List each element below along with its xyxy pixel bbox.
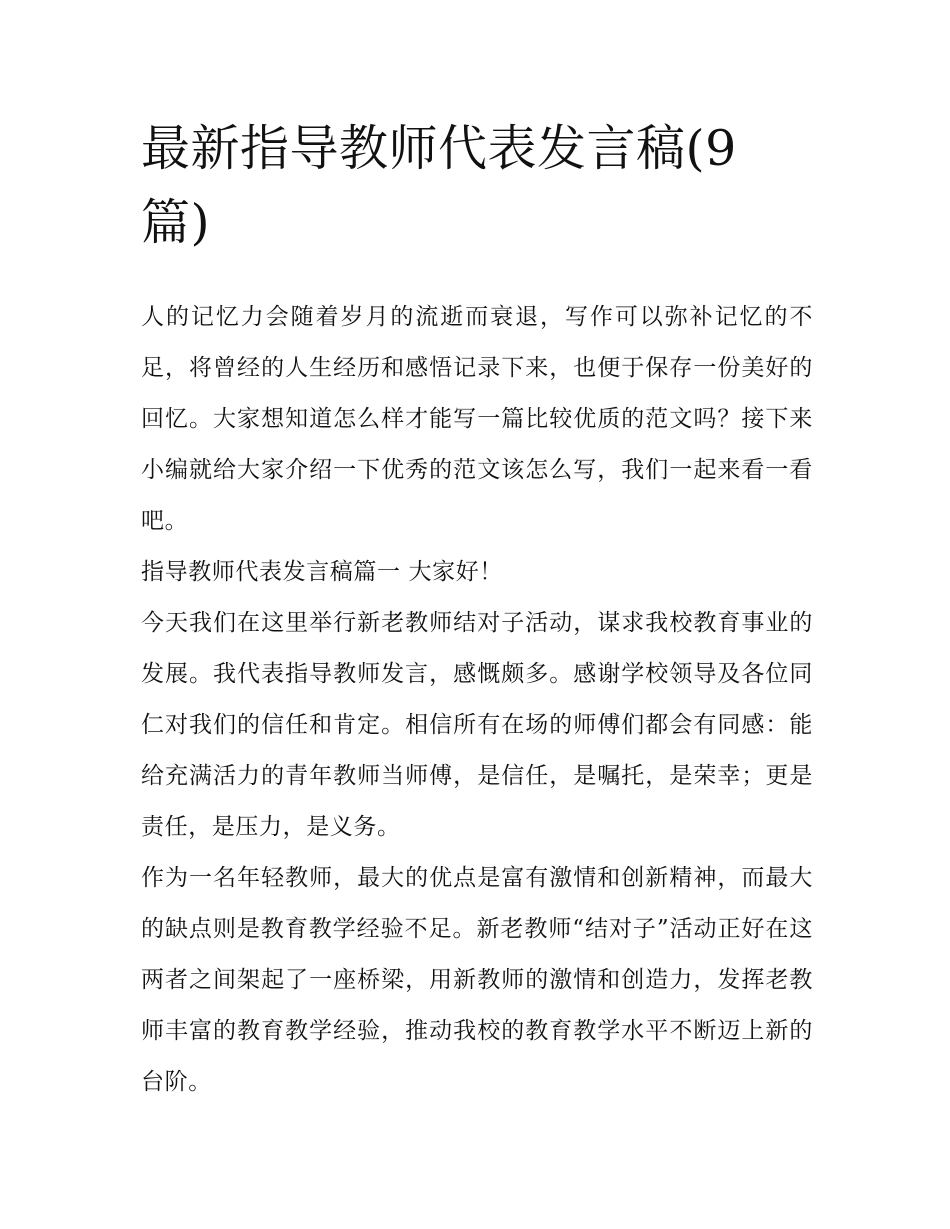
paragraph-heading-greeting: 指导教师代表发言稿篇一 大家好！ bbox=[141, 559, 503, 585]
document-body bbox=[141, 292, 813, 1108]
document-title: 最新指导教师代表发言稿(9篇) bbox=[141, 120, 737, 251]
paragraph-activity: 今天我们在这里举行新老教师结对子活动，谋求我校教育事业的发展。我代表指导教师发言，感慨颇多。感谢学校领导及各位同仁对我们的信任和肯定。相信所有在场的师傅们都会有同感：能给充满活力的青年教师当师傅，是信任，是嘱托，是荣幸；更是责任，是压力，是义务。 bbox=[141, 610, 813, 840]
paragraph-intro: 人的记忆力会随着岁月的流逝而衰退，写作可以弥补记忆的不足，将曾经的人生经历和感悟记录下来，也便于保存一份美好的回忆。大家想知道怎么样才能写一篇比较优质的范文吗？接下来小编就给大家介绍一下优秀的范文该怎么写，我们一起来看一看吧。 bbox=[141, 304, 813, 534]
paragraph-young-teacher: 作为一名年轻教师，最大的优点是富有激情和创新精神，而最大的缺点则是教育教学经验不足。新老教师“结对子”活动正好在这两者之间架起了一座桥梁，用新教师的激情和创造力，发挥老教师丰富的教育教学经验，推动我校的教育教学水平不断迈上新的台阶。 bbox=[141, 865, 813, 1095]
document-page bbox=[141, 112, 813, 1108]
